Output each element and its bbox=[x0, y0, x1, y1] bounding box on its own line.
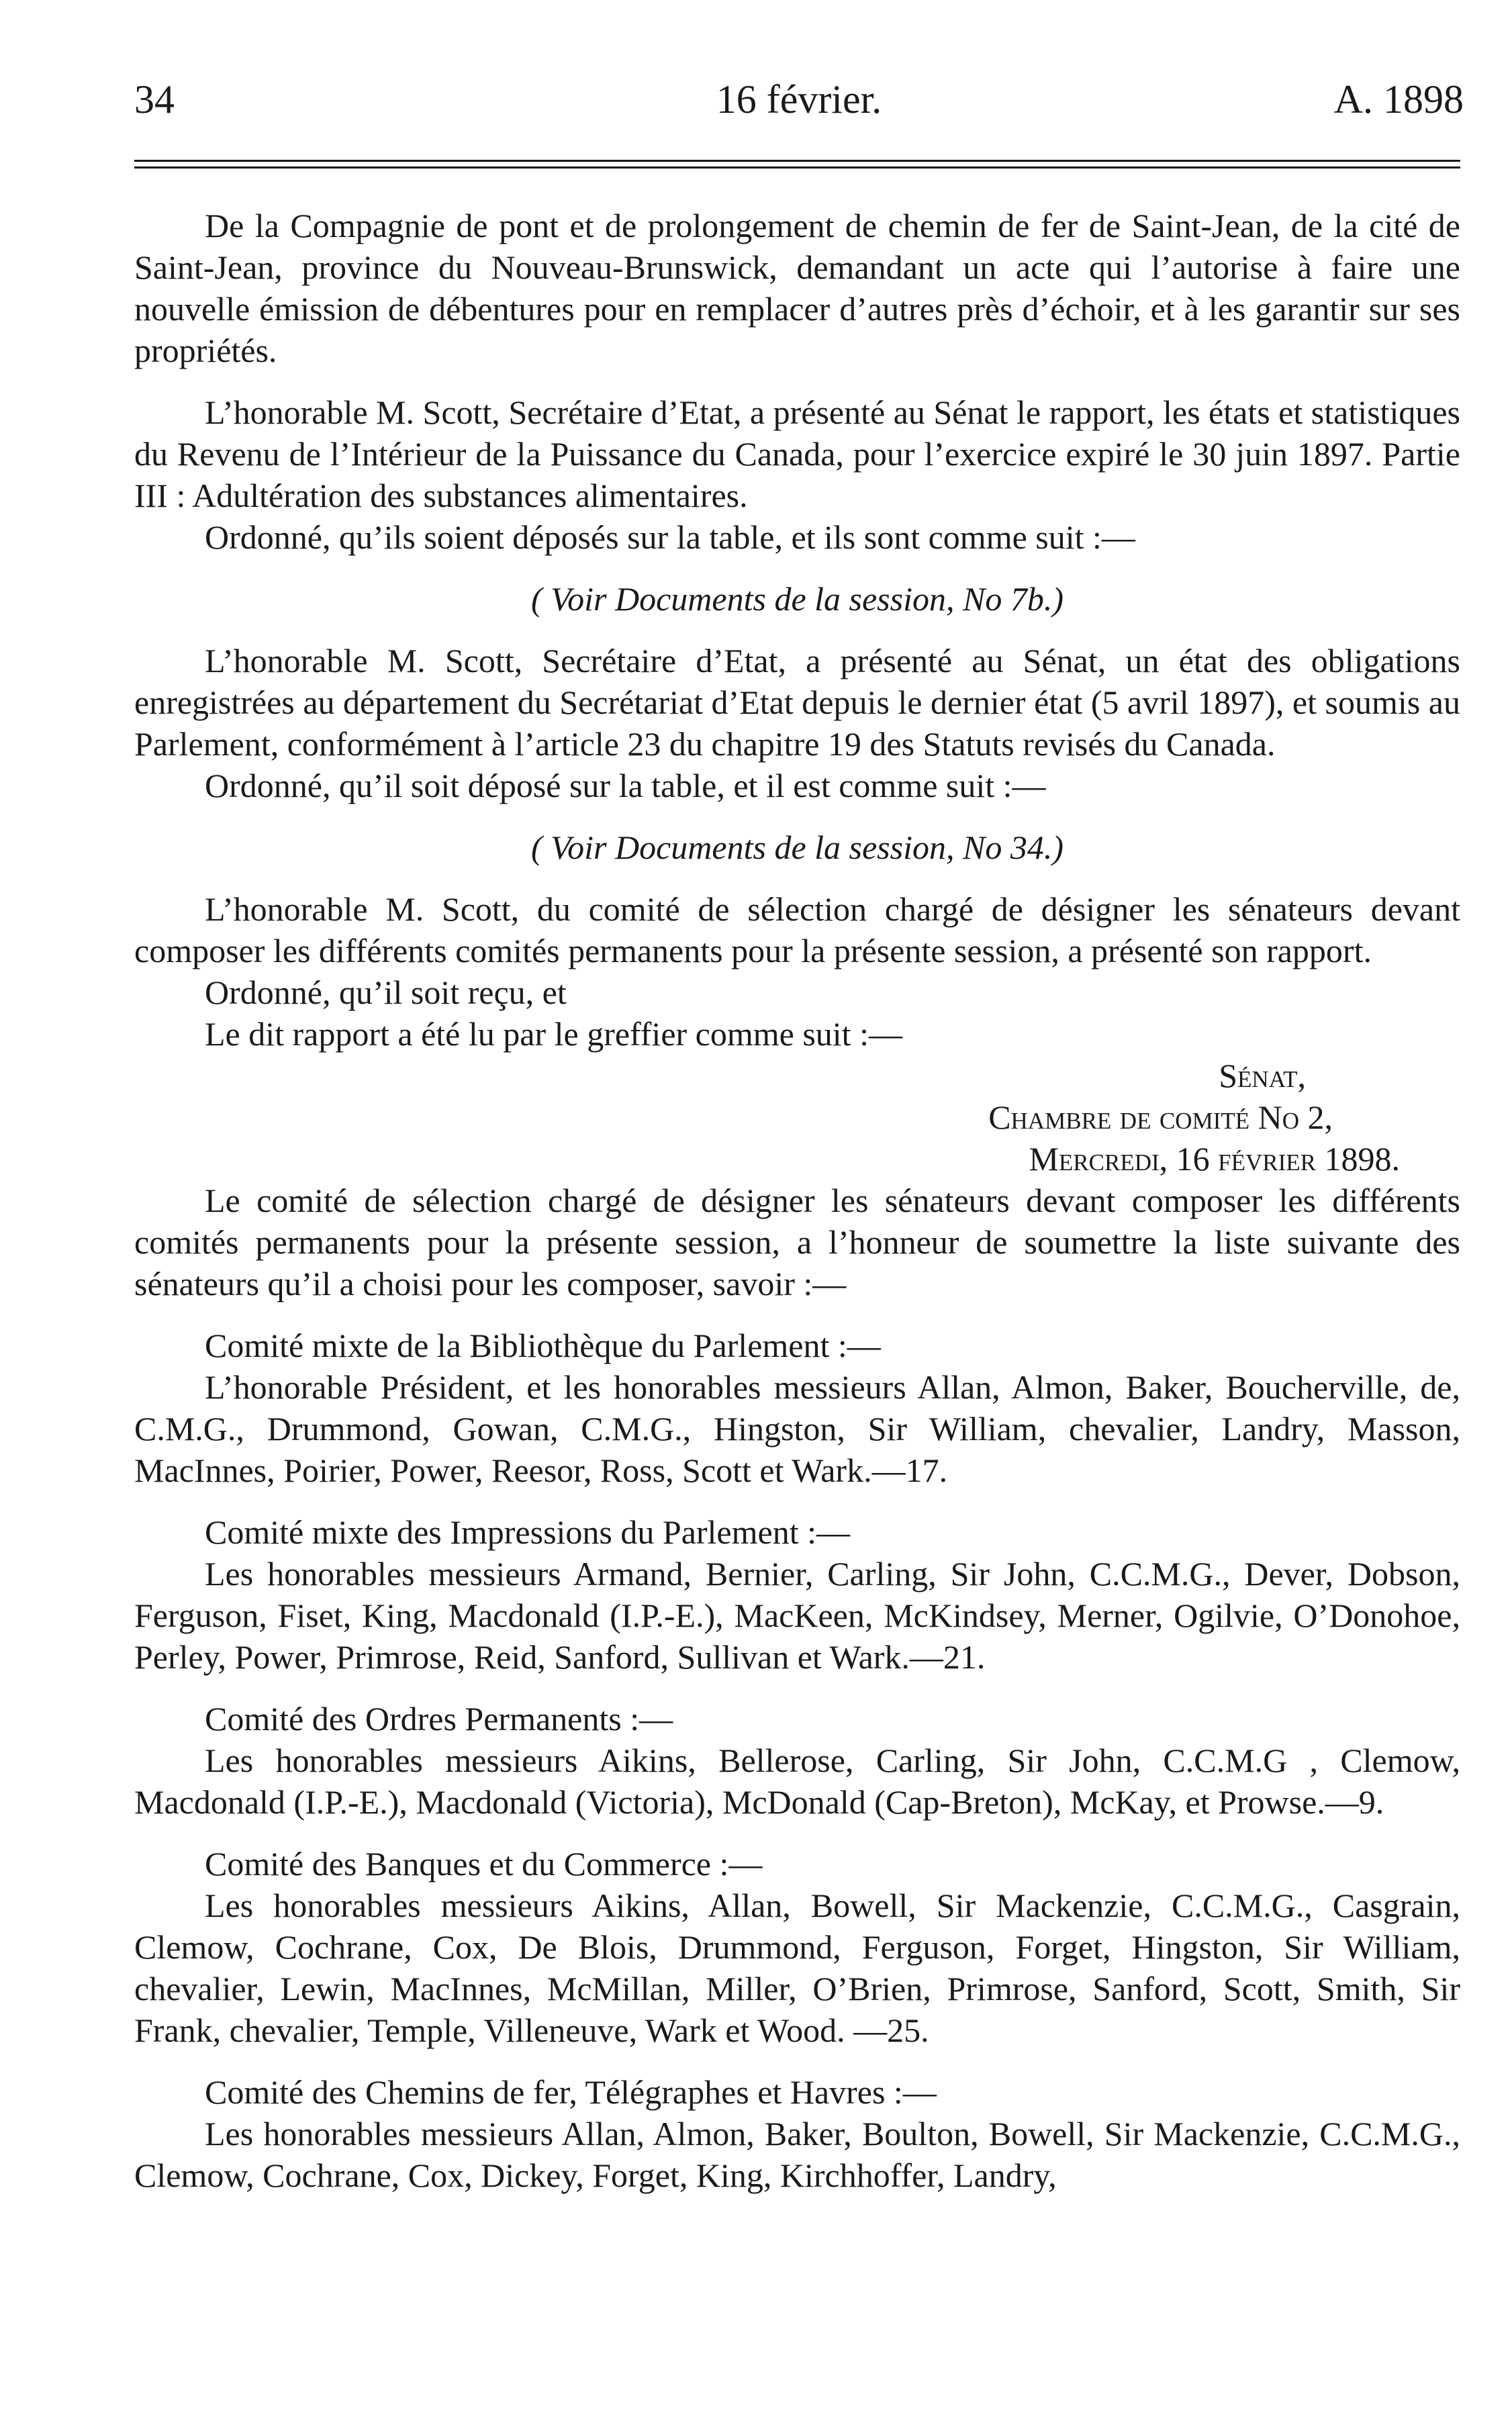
paragraph-order-deposit-1: Ordonné, qu’ils soient déposés sur la table, et ils sont comme suit :— bbox=[205, 518, 1135, 556]
committee-printing-members: Les honorables messieurs Armand, Bernier, Carling, Sir John, C.C.M.G., Dever, Dobson, Ferguson, Fiset, King, Macdonald (I.P.-E.), MacKeen, McKindsey, Merner, Ogilvie, O’Donohoe, Perley, Power, Primrose, Reid, Sanford, Sullivan et Wark.—21. bbox=[134, 1555, 1460, 1676]
paragraph-order-deposit-2: Ordonné, qu’il soit déposé sur la table, et il est comme suit :— bbox=[205, 767, 1046, 804]
header-year: A. 1898 bbox=[1333, 77, 1464, 122]
committee-banking-title: Comité des Banques et du Commerce :— bbox=[205, 1845, 763, 1883]
heading-date-line: Mercredi, 16 février 1898. bbox=[1029, 1140, 1400, 1178]
header-date: 16 février. bbox=[716, 77, 882, 122]
committee-library-members: L’honorable Président, et les honorables messieurs Allan, Almon, Baker, Boucherville, de, C.M.G., Drummond, Gowan, C.M.G., Hingston, Sir William, chevalier, Landry, Masson, MacInnes, Poirier, Power, Reesor, Ross, Scott et Wark.—17. bbox=[134, 1368, 1460, 1489]
committee-standing-orders-title: Comité des Ordres Permanents :— bbox=[205, 1700, 673, 1738]
heading-chambre: Chambre de comité No 2, bbox=[988, 1098, 1333, 1136]
paragraph-order-received: Ordonné, qu’il soit reçu, et bbox=[205, 974, 567, 1011]
paragraph-report-revenue: L’honorable M. Scott, Secrétaire d’Etat, a présenté au Sénat le rapport, les états et statistiques du Revenu de l’Intérieur de la Puissance du Canada, pour l’exercice expiré le 30 juin 1897. Partie III : Adultération des substances alimentaires. bbox=[134, 393, 1460, 514]
heading-senat: Sénat, bbox=[1219, 1057, 1306, 1094]
paragraph-report-obligations: L’honorable M. Scott, Secrétaire d’Etat, a présenté au Sénat, un état des obligations enregistrées au département du Secrétariat d’Etat depuis le dernier état (5 avril 1897), et soumis au Parlement, conformément à l’article 23 du chapitre 19 des Statuts revisés du Canada. bbox=[134, 642, 1460, 763]
page-header bbox=[134, 73, 1464, 126]
committee-standing-orders-members: Les honorables messieurs Aikins, Bellerose, Carling, Sir John, C.C.M.G , Clemow, Macdonald (I.P.-E.), Macdonald (Victoria), McDonald (Cap-Breton), McKay, et Prowse.—9. bbox=[134, 1742, 1460, 1821]
paragraph-selection-committee: L’honorable M. Scott, du comité de sélection chargé de désigner les sénateurs devant composer les différents comités permanents pour la présente session, a présenté son rapport. bbox=[134, 890, 1460, 969]
committee-printing-title: Comité mixte des Impressions du Parlement :— bbox=[205, 1513, 850, 1551]
committee-library-title: Comité mixte de la Bibliothèque du Parlement :— bbox=[205, 1327, 881, 1364]
document-reference-1: ( Voir Documents de la session, No 7b.) bbox=[531, 580, 1064, 618]
paragraph-committee-intro: Le comité de sélection chargé de désigner les sénateurs devant composer les différents comités permanents pour la présente session, a l’honneur de soumettre la liste suivante des sénateurs qu’il a choisi pour les composer, savoir :— bbox=[134, 1182, 1460, 1302]
document-reference-2: ( Voir Documents de la session, No 34.) bbox=[531, 828, 1064, 866]
header-rule-bottom bbox=[134, 167, 1460, 169]
committee-railways-title: Comité des Chemins de fer, Télégraphes et Havres :— bbox=[205, 2073, 937, 2111]
header-rule-top bbox=[134, 160, 1460, 162]
document-body bbox=[134, 205, 1460, 2196]
paragraph-petition: De la Compagnie de pont et de prolongement de chemin de fer de Saint-Jean, de la cité de Saint-Jean, province du Nouveau-Brunswick, demandant un acte qui l’autorise à faire une nouvelle émission de débentures pour en remplacer d’autres près d’échoir, et à les garantir sur ses propriétés. bbox=[134, 207, 1460, 369]
committee-railways-members: Les honorables messieurs Allan, Almon, Baker, Boulton, Bowell, Sir Mackenzie, C.C.M.G., Clemow, Cochrane, Cox, Dickey, Forget, King, Kirchhoffer, Landry, bbox=[134, 2115, 1460, 2194]
paragraph-report-read: Le dit rapport a été lu par le greffier comme suit :— bbox=[205, 1015, 902, 1053]
page-number: 34 bbox=[134, 77, 175, 122]
committee-banking-members: Les honorables messieurs Aikins, Allan, Bowell, Sir Mackenzie, C.C.M.G., Casgrain, Clemow, Cochrane, Cox, De Blois, Drummond, Ferguson, Forget, Hingston, Sir William, chevalier, Lewin, MacInnes, McMillan, Miller, O’Brien, Primrose, Sanford, Scott, Smith, Sir Frank, chevalier, Temple, Villeneuve, Wark et Wood. —25. bbox=[134, 1887, 1460, 2049]
